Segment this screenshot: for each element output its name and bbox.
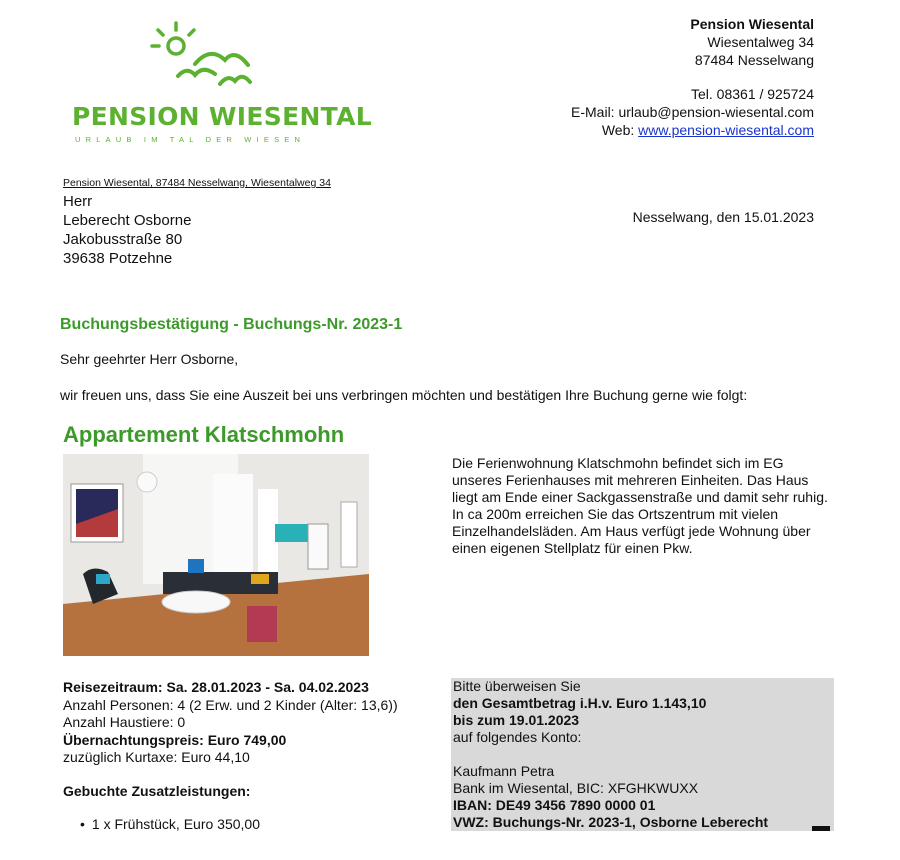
iban: IBAN: DE49 3456 7890 0000 01 (453, 797, 656, 813)
list-item: • 1 x Frühstück, Euro 350,00 (80, 816, 260, 832)
apartment-description: Die Ferienwohnung Klatschmohn befindet sich im EG unseres Ferienhauses mit mehreren Einheiten. Das Haus liegt am Ende einer Sackgassenstraße und damit sehr ruhig. In ca 200m erreichen Sie das Ortszentrum mit vielen Einzelhandelsläden. Am Haus verfügt jede Wohnung über einen eigenen Stellplatz für einen Pkw. (452, 455, 828, 556)
hills-icon (178, 54, 250, 84)
extras-title: Gebuchte Zusatzleistungen: (63, 783, 251, 799)
sender-city: 87484 Nesselwang (694, 52, 814, 68)
bank-name: Bank im Wiesental, BIC: XFGHKWUXX (453, 780, 699, 796)
page-corner-mark (812, 826, 830, 831)
letter-greeting: Sehr geehrter Herr Osborne, (60, 351, 239, 367)
recipient-street: Jakobusstraße 80 (63, 231, 183, 248)
sender-name: Pension Wiesental (690, 16, 814, 32)
price-value: Euro 749,00 (207, 731, 287, 748)
recipient-city: 39638 Potzehne (63, 250, 173, 267)
payment-instructions-box (451, 678, 834, 831)
travel-period-value: Sa. 28.01.2023 - Sa. 04.02.2023 (166, 679, 369, 695)
recipient-address-block (63, 192, 191, 268)
booking-details (63, 679, 398, 767)
web-label: Web: (601, 122, 639, 138)
apartment-title: Appartement Klatschmohn (63, 422, 345, 447)
sender-email: E-Mail: urlaub@pension-wiesental.com (571, 104, 814, 120)
apartment-photo (63, 454, 369, 656)
payment-total: den Gesamtbetrag i.H.v. Euro 1.143,10 (453, 695, 707, 711)
travel-period (63, 679, 398, 697)
payment-reference: VWZ: Buchungs-Nr. 2023-1, Osborne Leberecht (453, 814, 769, 830)
logo-tagline: URLAUB IM TAL DER WIESEN (75, 135, 306, 144)
sender-phone: Tel. 08361 / 925724 (691, 86, 814, 102)
logo-wordmark: PENSION WIESENTAL (72, 102, 372, 131)
payment-line-4: auf folgendes Konto: (453, 729, 582, 745)
return-address-line: Pension Wiesental, 87484 Nesselwang, Wiesentalweg 34 (63, 177, 331, 189)
letter-date: Nesselwang, den 15.01.2023 (632, 209, 814, 225)
letter-subject: Buchungsbestätigung - Buchungs-Nr. 2023-1 (60, 316, 403, 333)
extras-list (80, 816, 260, 832)
sender-street: Wiesentalweg 34 (707, 34, 814, 50)
sender-web (571, 121, 814, 139)
recipient-name: Leberecht Osborne (63, 212, 192, 229)
persons-count: Anzahl Personen: 4 (2 Erw. und 2 Kinder (Alter: 13,6)) (63, 696, 398, 713)
payment-line-1: Bitte überweisen Sie (453, 678, 581, 694)
overnight-price (63, 732, 398, 750)
recipient-salutation: Herr (63, 193, 93, 210)
payment-due-date: bis zum 19.01.2023 (453, 712, 580, 728)
sender-address-block (571, 15, 814, 139)
pets-count: Anzahl Haustiere: 0 (63, 714, 186, 730)
account-holder: Kaufmann Petra (453, 763, 555, 779)
letter-intro: wir freuen uns, dass Sie eine Auszeit bei uns verbringen möchten und bestätigen Ihre Buchung gerne wie folgt: (60, 387, 748, 403)
price-label: Übernachtungspreis: (63, 731, 204, 748)
website-link[interactable]: www.pension-wiesental.com (638, 122, 814, 138)
travel-period-label: Reisezeitraum: (63, 679, 163, 695)
tourist-tax: zuzüglich Kurtaxe: Euro 44,10 (63, 749, 250, 765)
sun-icon (152, 23, 194, 54)
